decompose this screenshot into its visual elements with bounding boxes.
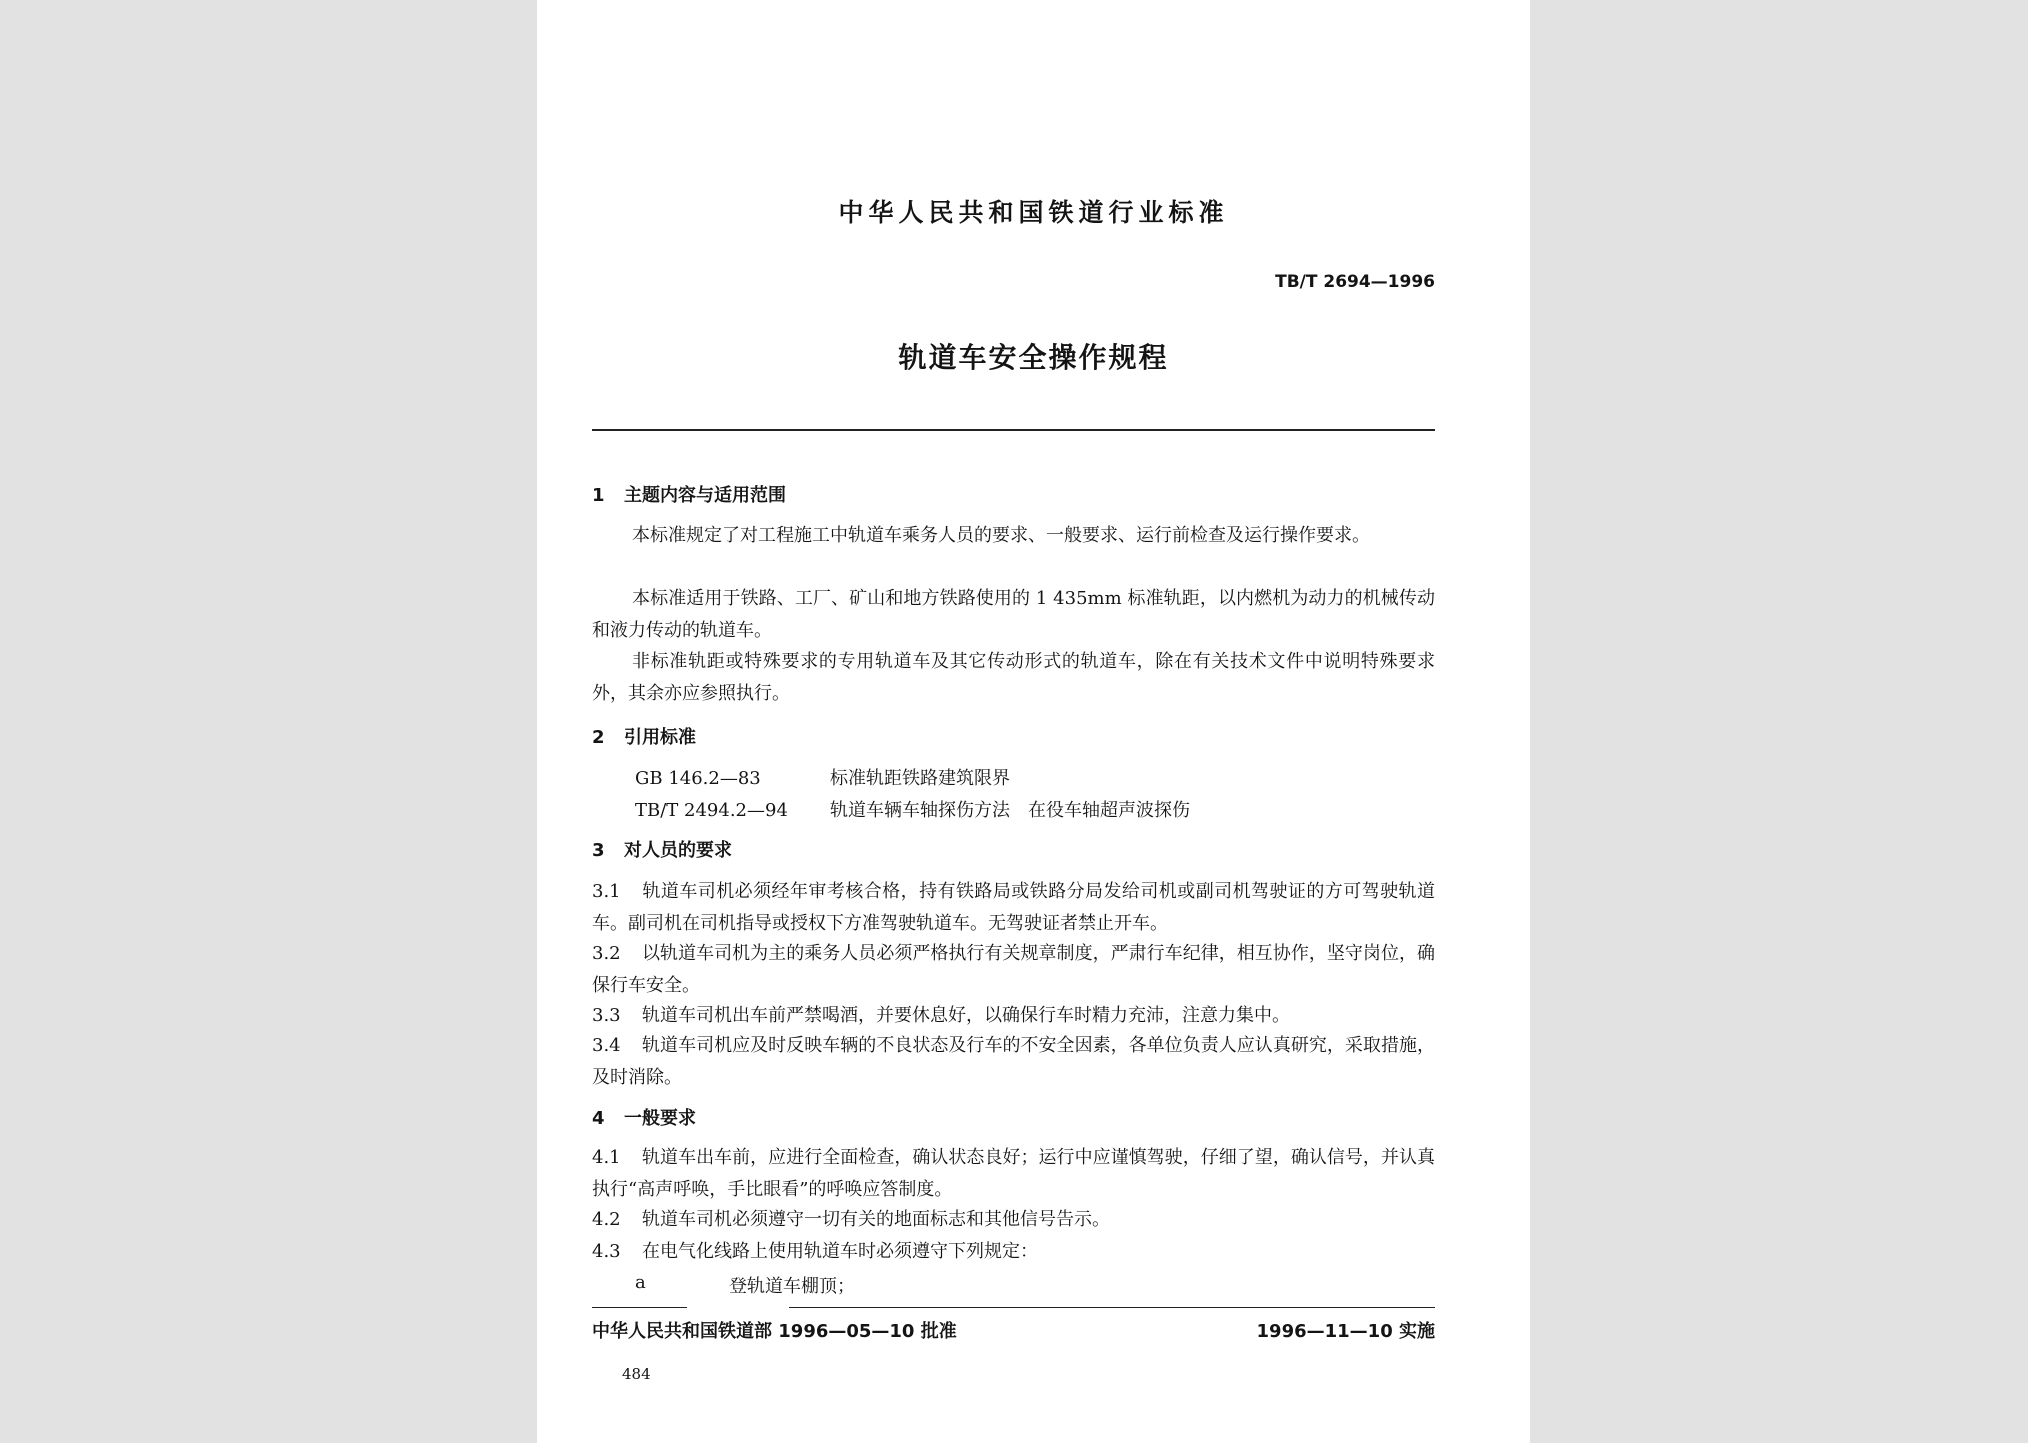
clause-number: 3.4	[592, 1035, 621, 1056]
clause-number: 3.3	[592, 1005, 621, 1026]
clause-text: 轨道车司机必须经年审考核合格，持有铁路局或铁路分局发给司机或副司机驾驶证的方可驾驶轨道车。副司机在司机指导或授权下方准驾驶轨道车。无驾驶证者禁止开车。	[592, 881, 1435, 934]
clause-4-2	[592, 1204, 1435, 1236]
header-divider	[592, 429, 1435, 431]
clause-text: 轨道车司机必须遵守一切有关的地面标志和其他信号告示。	[642, 1209, 1110, 1230]
section-title: 主题内容与适用范围	[624, 485, 786, 506]
clause-text: 在电气化线路上使用轨道车时必须遵守下列规定：	[642, 1241, 1038, 1262]
clause-text: 轨道车司机出车前严禁喝酒，并要休息好，以确保行车时精力充沛，注意力集中。	[642, 1005, 1290, 1026]
clause-3-1	[592, 876, 1435, 940]
reference-name: 轨道车辆车轴探伤方法 在役车轴超声波探伤	[830, 800, 1190, 821]
clause-number: 4.3	[592, 1241, 621, 1262]
footer-divider	[789, 1307, 1435, 1308]
section-number: 3	[592, 840, 605, 861]
reference-row	[635, 796, 1190, 822]
section-title: 引用标准	[624, 727, 696, 748]
section-1-paragraph-3: 非标准轨距或特殊要求的专用轨道车及其它传动形式的轨道车，除在有关技术文件中说明特殊要求外，其余亦应参照执行。	[592, 651, 1435, 704]
reference-code: GB 146.2—83	[635, 768, 761, 789]
clause-text: 轨道车出车前，应进行全面检查，确认状态良好；运行中应谨慎驾驶，仔细了望，确认信号，并认真执行“高声呼唤，手比眼看”的呼唤应答制度。	[592, 1147, 1435, 1200]
footer-divider-left	[592, 1307, 687, 1308]
clause-3-4	[592, 1030, 1435, 1094]
section-1-paragraph-1: 本标准规定了对工程施工中轨道车乘务人员的要求、一般要求、运行前检查及运行操作要求。	[632, 525, 1370, 546]
clause-text: 轨道车司机应及时反映车辆的不良状态及行车的不安全因素，各单位负责人应认真研究，采取措施，及时消除。	[592, 1035, 1435, 1088]
standard-number: TB/T 2694—1996	[1275, 272, 1435, 292]
list-item-a-label: a	[635, 1272, 646, 1293]
clause-3-2	[592, 938, 1435, 1002]
list-item-a-text: 登轨道车棚顶；	[729, 1276, 855, 1297]
section-1-paragraph-2: 本标准适用于铁路、工厂、矿山和地方铁路使用的 1 435mm 标准轨距，以内燃机为动力的机械传动和液力传动的轨道车。	[592, 588, 1435, 641]
section-title: 一般要求	[624, 1108, 696, 1129]
section-number: 1	[592, 485, 605, 506]
document-title: 轨道车安全操作规程	[898, 341, 1169, 374]
section-2-heading	[592, 723, 696, 749]
reference-row	[635, 764, 1010, 790]
reference-name: 标准轨距铁路建筑限界	[830, 768, 1010, 789]
reference-code: TB/T 2494.2—94	[635, 800, 788, 821]
approval-line: 中华人民共和国铁道部 1996—05—10 批准	[592, 1321, 957, 1342]
clause-text: 以轨道车司机为主的乘务人员必须严格执行有关规章制度，严肃行车纪律，相互协作，坚守岗位，确保行车安全。	[592, 943, 1435, 996]
document-page	[537, 0, 1530, 1443]
clause-4-3	[592, 1236, 1435, 1268]
section-title: 对人员的要求	[624, 840, 732, 861]
country-standard-title: 中华人民共和国铁道行业标准	[838, 198, 1229, 227]
page-number: 484	[622, 1365, 651, 1383]
section-number: 4	[592, 1108, 605, 1129]
section-3-heading	[592, 836, 732, 862]
clause-3-3	[592, 1000, 1435, 1032]
clause-number: 4.1	[592, 1147, 621, 1168]
clause-number: 3.2	[592, 943, 621, 964]
section-1-heading	[592, 481, 786, 507]
clause-number: 4.2	[592, 1209, 621, 1230]
implementation-date: 1996—11—10 实施	[1256, 1321, 1435, 1342]
clause-number: 3.1	[592, 881, 621, 902]
clause-4-1	[592, 1142, 1435, 1206]
section-4-heading	[592, 1104, 696, 1130]
section-number: 2	[592, 727, 605, 748]
